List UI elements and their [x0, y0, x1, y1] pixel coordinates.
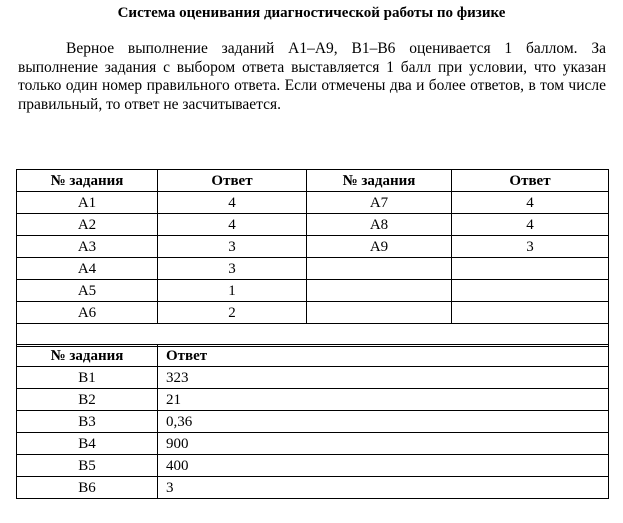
table-row: [17, 236, 609, 258]
answer-cell: 4: [158, 192, 307, 214]
table-row: [17, 411, 609, 433]
header-answer: Ответ: [158, 345, 609, 367]
table-row: [17, 280, 609, 302]
answer-cell: 3: [158, 477, 609, 499]
header-answer: Ответ: [452, 170, 609, 192]
task-cell: В3: [17, 411, 158, 433]
task-cell: В5: [17, 455, 158, 477]
empty-cell: [452, 302, 609, 324]
scoring-paragraph: Верное выполнение заданий А1–А9, В1–В6 оценивается 1 баллом. За выполнение задания с выбором ответа выставляется 1 балл при условии, что указан только один номер правильного ответа. Если отмечены два и более ответов, в том числе правильный, то ответ не засчитывается.: [18, 40, 606, 113]
answer-cell: 400: [158, 455, 609, 477]
answer-cell: 2: [158, 302, 307, 324]
empty-cell: [307, 258, 452, 280]
table-row: [17, 302, 609, 324]
task-cell: А8: [307, 214, 452, 236]
task-cell: В4: [17, 433, 158, 455]
table-row: [17, 258, 609, 280]
task-cell: А7: [307, 192, 452, 214]
answer-cell: 323: [158, 367, 609, 389]
table-row: [17, 214, 609, 236]
answer-cell: 0,36: [158, 411, 609, 433]
answer-cell: 3: [158, 236, 307, 258]
header-task: № задания: [17, 345, 158, 367]
task-cell: В1: [17, 367, 158, 389]
header-answer: Ответ: [158, 170, 307, 192]
table-header-row: [17, 345, 609, 367]
empty-cell: [307, 302, 452, 324]
table-row: [17, 455, 609, 477]
answer-cell: 21: [158, 389, 609, 411]
table-row: [17, 433, 609, 455]
table-row: [17, 477, 609, 499]
task-cell: В6: [17, 477, 158, 499]
answer-cell: 1: [158, 280, 307, 302]
empty-cell: [307, 280, 452, 302]
answer-cell: 3: [452, 236, 609, 258]
answers-table-b: [16, 344, 609, 499]
task-cell: А4: [17, 258, 158, 280]
answer-cell: 4: [158, 214, 307, 236]
table-header-row: [17, 170, 609, 192]
task-cell: А9: [307, 236, 452, 258]
table-row: [17, 367, 609, 389]
empty-cell: [452, 280, 609, 302]
task-cell: А6: [17, 302, 158, 324]
header-task: № задания: [307, 170, 452, 192]
empty-cell: [452, 258, 609, 280]
task-cell: А2: [17, 214, 158, 236]
answer-cell: 900: [158, 433, 609, 455]
answers-table-a: [16, 169, 609, 347]
header-task: № задания: [17, 170, 158, 192]
table-row: [17, 192, 609, 214]
page-title: Система оценивания диагностической работы по физике: [117, 5, 506, 21]
task-cell: А3: [17, 236, 158, 258]
task-cell: В2: [17, 389, 158, 411]
answer-cell: 4: [452, 192, 609, 214]
answer-cell: 3: [158, 258, 307, 280]
table-row: [17, 389, 609, 411]
answer-cell: 4: [452, 214, 609, 236]
task-cell: А1: [17, 192, 158, 214]
task-cell: А5: [17, 280, 158, 302]
